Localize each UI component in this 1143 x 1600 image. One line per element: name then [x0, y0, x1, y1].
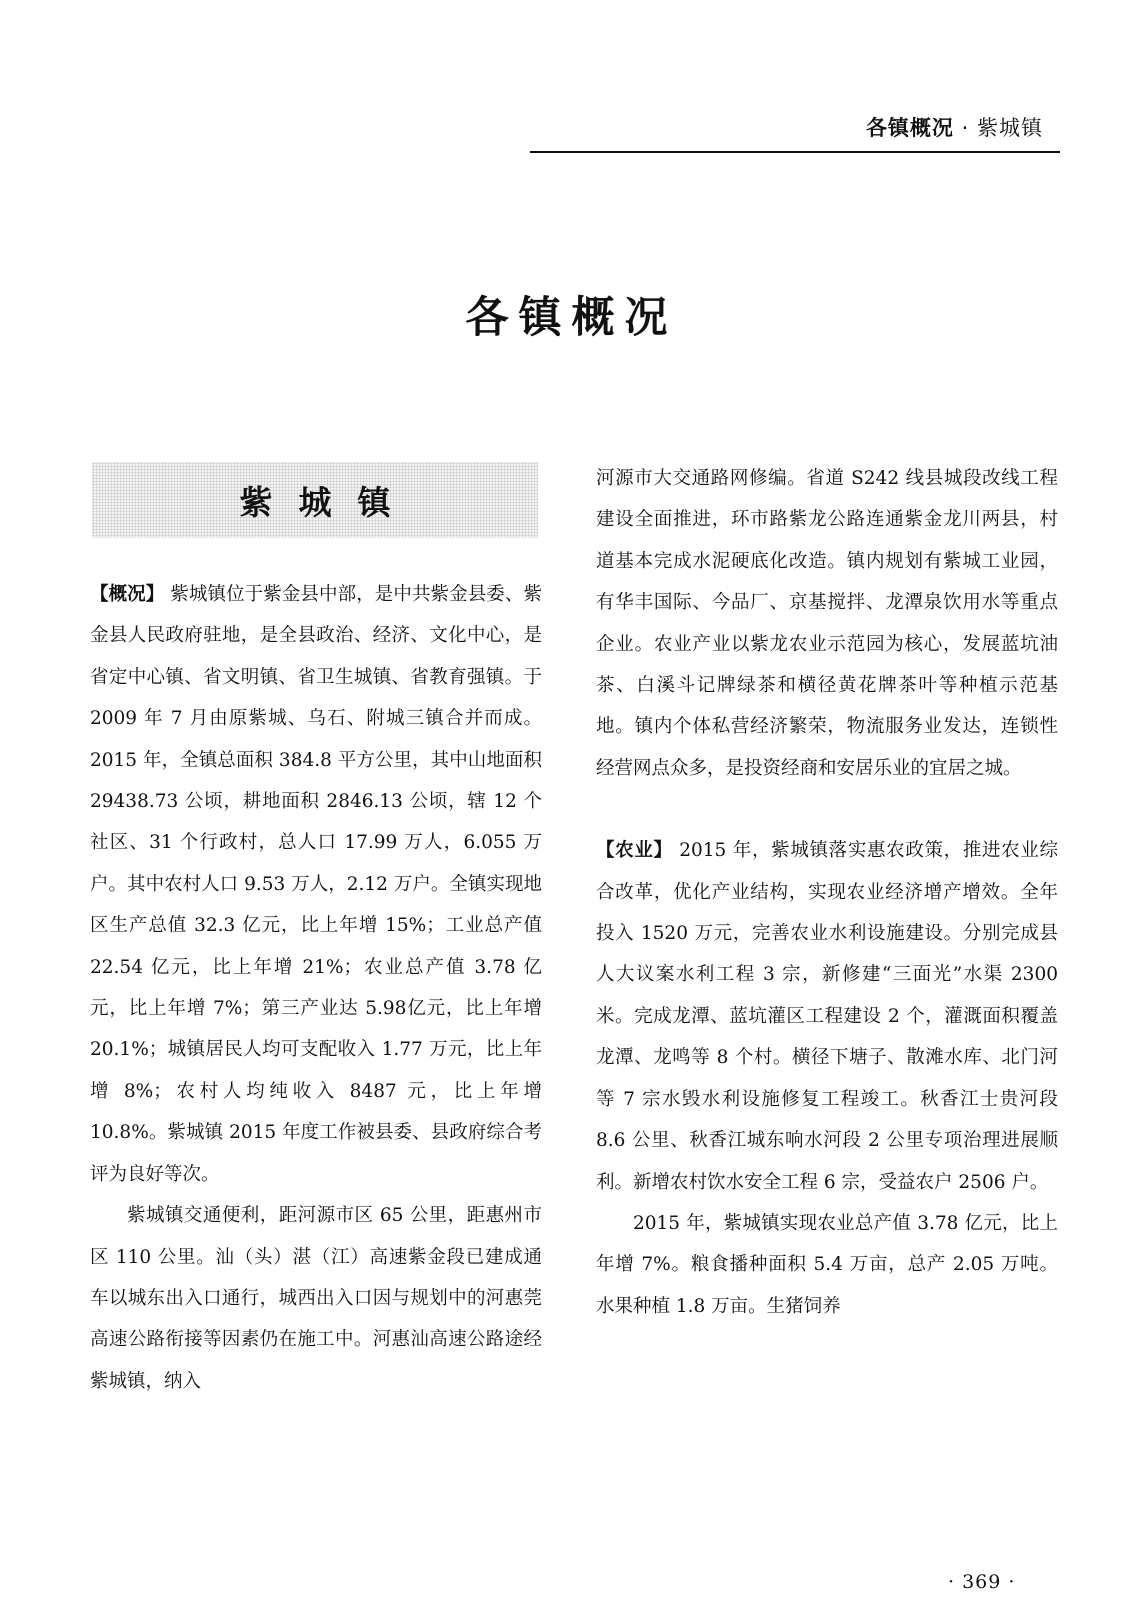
agriculture-paragraph-2: 2015 年，紫城镇实现农业总产值 3.78 亿元，比上年增 7%。粮食播种面积 5.4 万亩，总产 2.05 万吨。水果种植 1.8 万亩。生猪饲养 — [596, 1212, 1058, 1317]
section-title: 紫城镇 — [239, 482, 417, 522]
transport-continuation: 河源市大交通路网修编。省道 S242 线县城段改线工程建设全面推进，环市路紫龙公路连通紫金龙川两县，村道基本完成水泥硬底化改造。镇内规划有紫城工业园，有华丰国际、今品厂、京基搅拌、龙潭泉饮用水等重点企业。农业产业以紫龙农业示范园为核心，发展蓝坑油茶、白溪斗记牌绿茶和横径黄花牌茶叶等种植示范基地。镇内个体私营经济繁荣，物流服务业发达，连锁性经营网点众多，是投资经商和安居乐业的宜居之城。 — [596, 468, 1058, 779]
right-column — [596, 458, 1058, 1327]
section-banner — [92, 462, 538, 538]
running-head-town: 紫城镇 — [977, 116, 1043, 140]
overview-paragraph — [90, 574, 542, 1195]
agriculture-keyword: 【农业】 — [596, 840, 673, 862]
header-rule — [530, 151, 1060, 153]
agriculture-paragraph — [596, 830, 1058, 1203]
transport-paragraph: 紫城镇交通便利，距河源市区 65 公里，距惠州市区 110 公里。汕（头）湛（江）高速紫金段已建成通车以城东出入口通行，城西出入口因与规划中的河惠莞高速公路衔接等因素仍在施工中。河惠汕高速公路途经紫城镇，纳入 — [90, 1205, 542, 1392]
chapter-title: 各镇概况 — [465, 293, 678, 343]
running-head-separator: · — [961, 116, 970, 140]
left-column — [90, 574, 542, 1402]
overview-text: 紫城镇位于紫金县中部，是中共紫金县委、紫金县人民政府驻地，是全县政治、经济、文化中心，是省定中心镇、省文明镇、省卫生城镇、省教育强镇。于 2009 年 7 月由原紫城、乌石、附城三镇合并而成。2015 年，全镇总面积 384.8 平方公里，其中山地面积 29438.73 公顷，耕地面积 2846.13 公顷，辖 12 个社区、31 个行政村，总人口 17.99 万人，6.055 万户。其中农村人口 9.53 万人，2.12 万户。全镇实现地区生产总值 32.3 亿元，比上年增 15%；工业总产值 22.54 亿元，比上年增 21%；农业总产值 3.78 亿元，比上年增 7%；第三产业达 5.98亿元，比上年增 20.1%；城镇居民人均可支配收入 1.77 万元，比上年增 8%；农村人均纯收入 8487 元，比上年增 10.8%。紫城镇 2015 年度工作被县委、县政府综合考评为良好等次。 — [90, 584, 542, 1185]
overview-keyword: 【概况】 — [90, 584, 165, 605]
running-head-section: 各镇概况 — [865, 116, 954, 140]
agriculture-text: 2015 年，紫城镇落实惠农政策，推进农业综合改革，优化产业结构，实现农业经济增产增效。全年投入 1520 万元，完善农业水利设施建设。分别完成县人大议案水利工程 3 宗，新修建“三面光”水渠 2300 米。完成龙潭、蓝坑灌区工程建设 2 个，灌溉面积覆盖龙潭、龙鸣等 8 个村。横径下塘子、散滩水库、北门河等 7 宗水毁水利设施修复工程竣工。秋香江士贵河段 8.6 公里、秋香江城东响水河段 2 公里专项治理进展顺利。新增农村饮水安全工程 6 宗，受益农户 2506 户。 — [596, 840, 1058, 1193]
running-head — [866, 112, 1043, 142]
page-number: · 369 · — [948, 1571, 1016, 1593]
